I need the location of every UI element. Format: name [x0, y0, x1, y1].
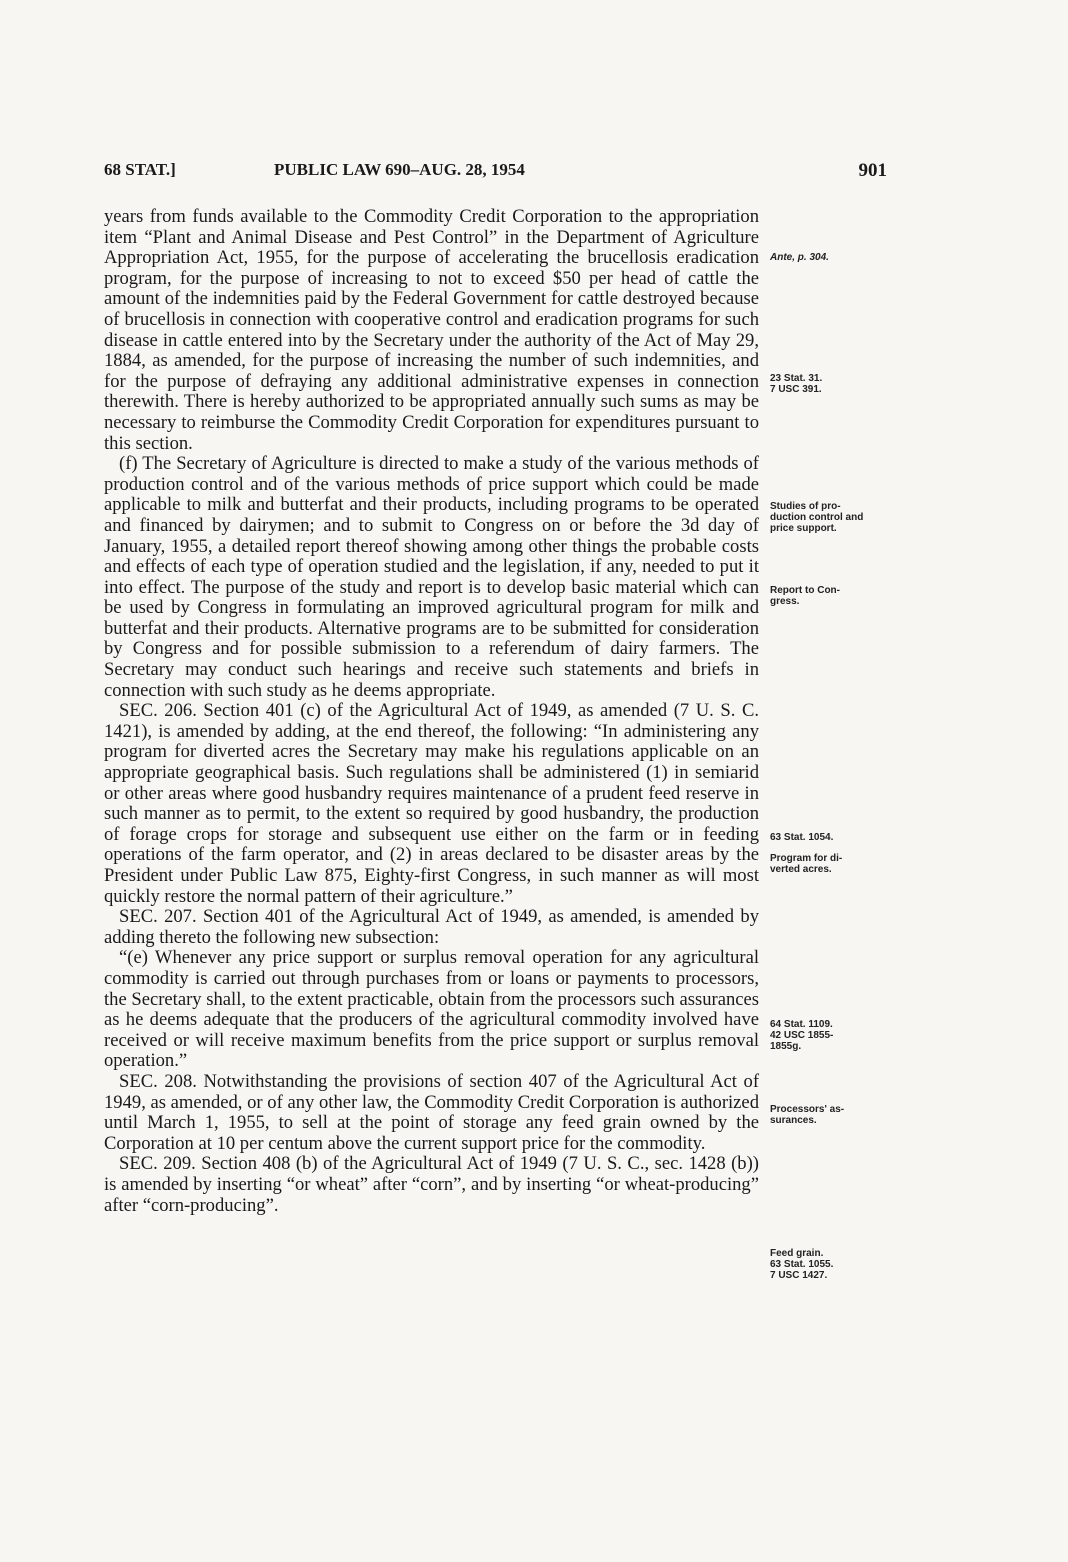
section-label: SEC. 209. [119, 1153, 196, 1175]
paragraph-sec-207 [104, 907, 759, 948]
margin-note: Studies of pro- duction control and price support. [770, 501, 864, 534]
body-text [104, 207, 759, 1216]
section-label: SEC. 206. [119, 700, 197, 722]
section-text: Section 408 (b) of the Agricultural Act of 1949 (7 U. S. C., sec. 1428 (b)) is amended by inserting “or wheat” after “corn”, and by inserting “or wheat-producing” after “corn-producing”. [104, 1153, 759, 1216]
margin-note: Program for di- verted acres. [770, 853, 843, 875]
margin-note: Processors' as- surances. [770, 1104, 845, 1126]
section-text: Section 401 of the Agricultural Act of 1949, as amended, is amended by adding thereto the following new subsection: [104, 906, 759, 948]
paragraph-sec-209 [104, 1154, 759, 1216]
paragraph-sec-206 [104, 701, 759, 907]
section-text: Section 401 (c) of the Agricultural Act of 1949, as amended (7 U. S. C. 1421), is amended by adding, at the end thereof, the following: “In administering any program for diverted acres the Secretary may make his regulations applicable on an appropriate geographical basis. Such regulations shall be administered (1) in semiarid or other areas where good husbandry requires maintenance of a prudent feed reserve in such manner as to permit, to the extent so required by good husbandry, the production of forage crops for storage and subsequent use either on the farm or in feeding operations of the farm operator, and (2) in areas declared to be disaster areas by the President under Public Law 875, Eighty-first Congress, in such manner as will most quickly restore the normal pattern of their agriculture.” [104, 700, 759, 907]
paragraph-subsection-f: (f) The Secretary of Agriculture is directed to make a study of the various methods of production control and of the various methods of price support which could be made applicable to milk and butterfat and their products, including programs to be operated and financed by dairymen; and to submit to Congress on or before the 3d day of January, 1955, a detailed report thereof showing among other things the probable costs and effects of each type of operation studied and the legislation, if any, needed to put it into effect. The purpose of the study and report is to develop basic material which can be used by Congress in formulating an improved agricultural program for milk and butterfat and their products. Alternative programs are to be submitted for consideration by Congress and for possible submission to a referendum of dairy farmers. The Secretary may conduct such hearings and receive such statements and briefs in connection with such study as he deems appropriate. [104, 453, 759, 701]
paragraph-sec-208 [104, 1072, 759, 1154]
page-number: 901 [858, 160, 887, 181]
margin-note: 23 Stat. 31. 7 USC 391. [770, 373, 823, 395]
margin-note: Report to Con- gress. [770, 585, 840, 607]
section-label: SEC. 208. [119, 1070, 197, 1092]
paragraph-subsection-e: “(e) Whenever any price support or surplus removal operation for any agricultural commodity is carried out through purchases from or loans or payments to processors, the Secretary shall, to the extent practicable, obtain from the processors such assurances as he deems adequate that the producers of the agricultural commodity involved have received or will receive maximum benefits from the price support or surplus removal operation.” [104, 947, 759, 1072]
margin-note: Ante, p. 304. [770, 252, 829, 263]
section-text: Notwithstanding the provisions of section 407 of the Agricultural Act of 1949, as amended, or of any other law, the Commodity Credit Corporation is authorized until March 1, 1955, to sell at the point of storage any feed grain owned by the Corporation at 10 per centum above the current support price for the commodity. [104, 1070, 760, 1154]
volume-reference: 68 STAT.] [104, 160, 176, 179]
page-header [104, 160, 887, 186]
margin-note: 64 Stat. 1109. 42 USC 1855- 1855g. [770, 1019, 834, 1052]
paragraph-continuation: years from funds available to the Commodity Credit Corporation to the appropriation item “Plant and Animal Disease and Pest Control” in the Department of Agriculture Appropriation Act, 1955, for the purpose of accelerating the brucellosis eradication program, for the purpose of increasing to not to exceed $50 per head of cattle the amount of the indemnities paid by the Federal Government for cattle destroyed because of brucellosis in connection with cooperative control and eradication programs for such disease in cattle entered into by the Secretary under the authority of the Act of May 29, 1884, as amended, for the purpose of increasing the number of such indemnities, and for the purpose of defraying any additional administrative expenses in connection therewith. There is hereby authorized to be appropriated annually such sums as may be necessary to reimburse the Commodity Credit Corporation for expenditures pursuant to this section. [104, 206, 759, 454]
margin-note: Feed grain. 63 Stat. 1055. 7 USC 1427. [770, 1248, 834, 1281]
section-label: SEC. 207. [119, 906, 197, 928]
running-title: PUBLIC LAW 690–AUG. 28, 1954 [274, 160, 525, 179]
margin-note: 63 Stat. 1054. [770, 832, 834, 843]
